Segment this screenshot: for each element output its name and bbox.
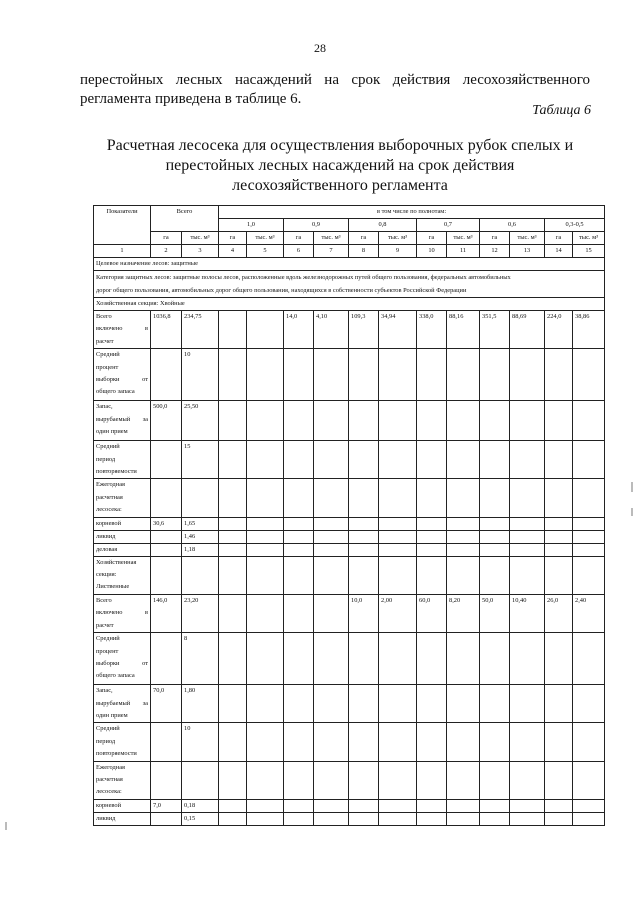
table-heading: Расчетная лесосека для осуществления выборочных рубок спелых и перестойных лесных насаждений на срок действия лесохозяйственного регламента: [106, 137, 574, 194]
cell: [151, 349, 182, 401]
table-row: [94, 517, 605, 530]
allowable-cut-table: [93, 205, 605, 826]
cell: 146,0: [151, 594, 182, 632]
cell: 8,20: [447, 594, 480, 632]
density-0-8: 0,8: [349, 219, 417, 232]
table-row: [94, 594, 605, 632]
cell: 1,18: [182, 543, 219, 556]
density-0-3-0-5: 0,3-0,5: [545, 219, 605, 232]
cell: 10: [182, 349, 219, 401]
row-label-avg-percent: Средний процент выборки от общего запаса: [94, 633, 151, 685]
cell: 109,3: [349, 311, 379, 349]
table-row: [94, 556, 605, 594]
header-row-units: [94, 232, 605, 245]
cell: 234,75: [182, 311, 219, 349]
row-label-liquid: ликвид: [94, 812, 151, 825]
column-numbers-row: [94, 245, 605, 258]
cell: 34,94: [379, 311, 417, 349]
cell: 14,0: [284, 311, 314, 349]
cell: 15: [182, 441, 219, 479]
cell: 0,15: [182, 812, 219, 825]
category-row: [94, 271, 605, 298]
table-row: [94, 761, 605, 799]
unit-ha: га: [545, 232, 573, 245]
col-number: 12: [480, 245, 510, 258]
unit-m3: тыс. м³: [573, 232, 605, 245]
section-deciduous: Хозяйственная секция: Лиственные: [94, 556, 151, 594]
unit-m3: тыс. м³: [182, 232, 219, 245]
col-number: 5: [247, 245, 284, 258]
unit-ha: га: [284, 232, 314, 245]
col-number: 3: [182, 245, 219, 258]
density-1-0: 1,0: [219, 219, 284, 232]
table-row: [94, 685, 605, 723]
header-total: Всего: [151, 206, 219, 232]
col-number: 6: [284, 245, 314, 258]
cell: 23,20: [182, 594, 219, 632]
table-row: [94, 349, 605, 401]
cell: 500,0: [151, 401, 182, 441]
cell: [219, 594, 247, 632]
cell: [247, 311, 284, 349]
row-label-stock: Запас, вырубаемый за один прием: [94, 401, 151, 441]
col-number: 4: [219, 245, 247, 258]
row-label-stock: Запас, вырубаемый за один прием: [94, 685, 151, 723]
cell: 10,0: [349, 594, 379, 632]
row-label-avg-percent: Средний процент выборки от общего запаса: [94, 349, 151, 401]
unit-ha: га: [219, 232, 247, 245]
table-row: [94, 401, 605, 441]
intro-line-1: перестойных лесных насаждений на срок действия лесохозяйственного: [80, 72, 590, 88]
table-row: [94, 441, 605, 479]
cell: 1,65: [182, 517, 219, 530]
cell: 70,0: [151, 685, 182, 723]
cell: [284, 594, 314, 632]
cell: 1036,8: [151, 311, 182, 349]
row-label-annual: Ежегодная расчетная лесосека:: [94, 479, 151, 517]
row-label-liquid: ликвид: [94, 530, 151, 543]
unit-m3: тыс. м³: [510, 232, 545, 245]
density-0-7: 0,7: [417, 219, 480, 232]
unit-ha: га: [417, 232, 447, 245]
table-row: [94, 479, 605, 517]
cell: 338,0: [417, 311, 447, 349]
col-number: 15: [573, 245, 605, 258]
table-row: [94, 633, 605, 685]
cell: 88,69: [510, 311, 545, 349]
forest-purpose: Целевое назначение лесов: защитные: [94, 258, 605, 271]
unit-ha: га: [151, 232, 182, 245]
density-0-9: 0,9: [284, 219, 349, 232]
col-number: 8: [349, 245, 379, 258]
cell: 2,40: [573, 594, 605, 632]
table-row: [94, 311, 605, 349]
cell: 50,0: [480, 594, 510, 632]
purpose-row: [94, 258, 605, 271]
row-label-business: деловая: [94, 543, 151, 556]
row-label-annual: Ежегодная расчетная лесосека:: [94, 761, 151, 799]
cell: 2,00: [379, 594, 417, 632]
section-conifer: Хозяйственная секция: Хвойные: [94, 298, 605, 311]
cell: 25,50: [182, 401, 219, 441]
cell: 10: [182, 723, 219, 761]
col-number: 10: [417, 245, 447, 258]
cell: [247, 594, 284, 632]
unit-m3: тыс. м³: [247, 232, 284, 245]
row-label-included: Всего включено в расчет: [94, 594, 151, 632]
cell: 351,5: [480, 311, 510, 349]
col-number: 13: [510, 245, 545, 258]
row-label-root: корневой: [94, 799, 151, 812]
density-0-6: 0,6: [480, 219, 545, 232]
table-row: [94, 530, 605, 543]
scan-mark: [5, 822, 7, 830]
row-label-root: корневой: [94, 517, 151, 530]
protective-category: Категория защитных лесов: защитные полосы лесов, расположенные вдоль железнодорожных путей общего пользования, федеральных автомобильных дорог общего пользования, автомобильных дорог общего пользования, находящихся в собственности субъектов Российской Федерации: [94, 271, 605, 298]
page-number: 28: [314, 41, 326, 55]
unit-m3: тыс. м³: [447, 232, 480, 245]
cell: 224,0: [545, 311, 573, 349]
table-row: [94, 799, 605, 812]
unit-m3: тыс. м³: [314, 232, 349, 245]
row-label-period: Средний период повторяемости: [94, 723, 151, 761]
cell: 88,16: [447, 311, 480, 349]
cell: 60,0: [417, 594, 447, 632]
cell: 8: [182, 633, 219, 685]
intro-line-2: регламента приведена в таблице 6.: [80, 91, 302, 107]
cell: 4,10: [314, 311, 349, 349]
cell: [219, 311, 247, 349]
cell: 0,18: [182, 799, 219, 812]
row-label-period: Средний период повторяемости: [94, 441, 151, 479]
table-row: [94, 812, 605, 825]
header-row-1: [94, 206, 605, 219]
unit-ha: га: [349, 232, 379, 245]
header-indicator: Показатели: [94, 206, 151, 245]
unit-ha: га: [480, 232, 510, 245]
cell: 38,86: [573, 311, 605, 349]
table-row: [94, 543, 605, 556]
col-number: 11: [447, 245, 480, 258]
cell: 7,0: [151, 799, 182, 812]
cell: [314, 594, 349, 632]
col-number: 2: [151, 245, 182, 258]
col-number: 9: [379, 245, 417, 258]
cell: 1,80: [182, 685, 219, 723]
cell: 26,0: [545, 594, 573, 632]
section-conifer-row: [94, 298, 605, 311]
col-number: 14: [545, 245, 573, 258]
cell: [151, 441, 182, 479]
table-caption: Таблица 6: [532, 103, 591, 118]
scan-mark: [631, 508, 633, 516]
cell: 1,46: [182, 530, 219, 543]
col-number: 7: [314, 245, 349, 258]
col-number: 1: [94, 245, 151, 258]
row-label-included: Всего включено в расчет: [94, 311, 151, 349]
cell: 30,6: [151, 517, 182, 530]
scan-mark: [631, 482, 633, 492]
header-including: в том числе по полнотам:: [219, 206, 605, 219]
unit-m3: тыс. м³: [379, 232, 417, 245]
cell: 10,40: [510, 594, 545, 632]
table-row: [94, 723, 605, 761]
